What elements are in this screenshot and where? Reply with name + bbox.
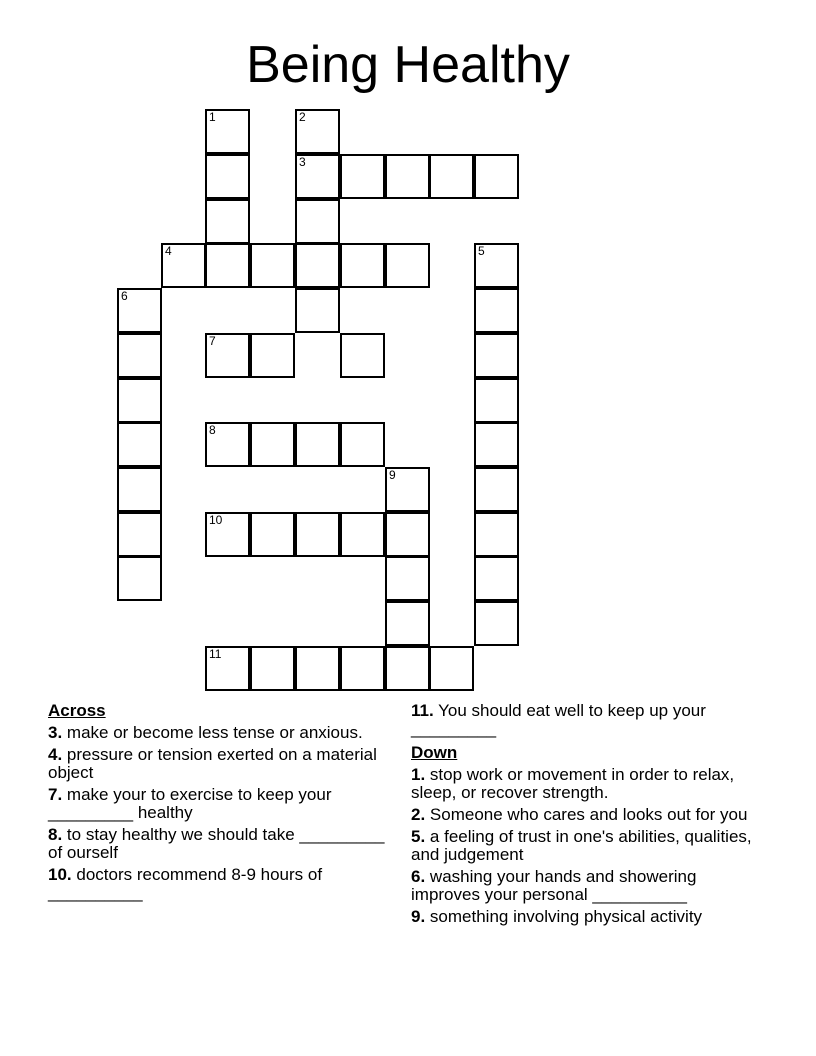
crossword-cell[interactable] [474, 422, 519, 467]
clue-down-2 [411, 806, 761, 824]
crossword-cell[interactable] [429, 154, 474, 199]
clue-text: make your to exercise to keep your _________ healthy [48, 785, 332, 822]
crossword-cell[interactable] [474, 154, 519, 199]
clue-text: to stay healthy we should take _________ of ourself [48, 825, 385, 862]
crossword-cell[interactable] [340, 333, 385, 378]
crossword-cell[interactable] [205, 646, 250, 691]
clue-across-11 [411, 702, 761, 738]
crossword-cell[interactable] [295, 422, 340, 467]
crossword-cell[interactable] [205, 243, 250, 288]
crossword-cell[interactable] [250, 243, 295, 288]
crossword-cell[interactable] [340, 512, 385, 557]
down-heading: Down [411, 743, 458, 762]
clue-number: 4. [48, 745, 63, 764]
crossword-cell[interactable] [385, 154, 430, 199]
crossword-cell[interactable] [117, 333, 162, 378]
crossword-cell[interactable] [117, 467, 162, 512]
crossword-cell[interactable] [117, 422, 162, 467]
crossword-cell[interactable] [295, 288, 340, 333]
clue-number: 5. [411, 827, 426, 846]
clue-text: stop work or movement in order to relax, sleep, or recover strength. [411, 765, 735, 802]
crossword-cell[interactable] [205, 422, 250, 467]
clue-down-1 [411, 766, 761, 802]
clue-across-8 [48, 826, 388, 862]
clue-text: washing your hands and showering improves your personal __________ [411, 867, 697, 904]
crossword-cell[interactable] [474, 378, 519, 423]
crossword-cell[interactable] [205, 109, 250, 154]
crossword-cell[interactable] [205, 512, 250, 557]
clue-text: You should eat well to keep up your _________ [411, 701, 706, 738]
crossword-cell[interactable] [474, 512, 519, 557]
clue-number-label: 9 [389, 468, 396, 482]
clue-text: pressure or tension exerted on a material object [48, 745, 377, 782]
clue-number-label: 4 [165, 244, 172, 258]
clue-number-label: 10 [209, 513, 223, 527]
clue-number-label: 2 [299, 110, 306, 124]
crossword-cell[interactable] [474, 243, 519, 288]
crossword-cell[interactable] [385, 556, 430, 601]
clue-across-4 [48, 746, 388, 782]
crossword-cell[interactable] [250, 646, 295, 691]
clue-text: Someone who cares and looks out for you [429, 805, 748, 824]
clue-number-label: 5 [478, 244, 485, 258]
crossword-cell[interactable] [295, 199, 340, 244]
clue-down-6 [411, 868, 761, 904]
crossword-cell[interactable] [117, 288, 162, 333]
crossword-cell[interactable] [295, 109, 340, 154]
crossword-cell[interactable] [474, 288, 519, 333]
clue-across-3 [48, 724, 388, 742]
crossword-cell[interactable] [205, 154, 250, 199]
crossword-cell[interactable] [340, 243, 385, 288]
page-title: Being Healthy [246, 36, 570, 94]
clue-number: 3. [48, 723, 63, 742]
crossword-cell[interactable] [250, 333, 295, 378]
crossword-cell[interactable] [385, 243, 430, 288]
clue-number: 9. [411, 907, 426, 926]
clue-text: doctors recommend 8-9 hours of __________ [48, 865, 323, 902]
clue-text: a feeling of trust in one's abilities, qualities, and judgement [411, 827, 752, 864]
clue-text: something involving physical activity [429, 907, 703, 926]
clue-across-10 [48, 866, 388, 902]
clues-right-column [411, 702, 761, 930]
clue-number: 7. [48, 785, 63, 804]
clue-number: 6. [411, 867, 426, 886]
clues-left-column [48, 702, 388, 906]
clue-number: 11. [411, 701, 434, 720]
clue-number-label: 1 [209, 110, 216, 124]
crossword-cell[interactable] [385, 512, 430, 557]
crossword-cell[interactable] [117, 512, 162, 557]
clue-number-label: 11 [209, 647, 222, 661]
across-heading: Across [48, 701, 106, 720]
clue-number: 8. [48, 825, 63, 844]
clue-number-label: 8 [209, 423, 216, 437]
clue-text: make or become less tense or anxious. [66, 723, 363, 742]
crossword-cell[interactable] [340, 646, 385, 691]
crossword-cell[interactable] [385, 601, 430, 646]
crossword-cell[interactable] [340, 422, 385, 467]
clue-number-label: 7 [209, 334, 216, 348]
crossword-cell[interactable] [474, 467, 519, 512]
crossword-cell[interactable] [117, 556, 162, 601]
crossword-cell[interactable] [474, 556, 519, 601]
clue-down-9 [411, 908, 761, 926]
crossword-cell[interactable] [295, 243, 340, 288]
clue-number-label: 6 [121, 289, 128, 303]
clue-number: 2. [411, 805, 426, 824]
crossword-cell[interactable] [474, 601, 519, 646]
crossword-cell[interactable] [295, 646, 340, 691]
clue-number-label: 3 [299, 155, 306, 169]
crossword-cell[interactable] [385, 646, 430, 691]
crossword-cell[interactable] [295, 512, 340, 557]
crossword-cell[interactable] [429, 646, 474, 691]
crossword-cell[interactable] [250, 422, 295, 467]
clue-across-7 [48, 786, 388, 822]
crossword-cell[interactable] [250, 512, 295, 557]
crossword-cell[interactable] [161, 243, 206, 288]
crossword-cell[interactable] [340, 154, 385, 199]
clue-down-5 [411, 828, 761, 864]
crossword-cell[interactable] [205, 199, 250, 244]
clue-number: 1. [411, 765, 426, 784]
crossword-cell[interactable] [117, 378, 162, 423]
crossword-cell[interactable] [385, 467, 430, 512]
crossword-cell[interactable] [205, 333, 250, 378]
crossword-cell[interactable] [295, 154, 340, 199]
clue-number: 10. [48, 865, 72, 884]
crossword-cell[interactable] [474, 333, 519, 378]
